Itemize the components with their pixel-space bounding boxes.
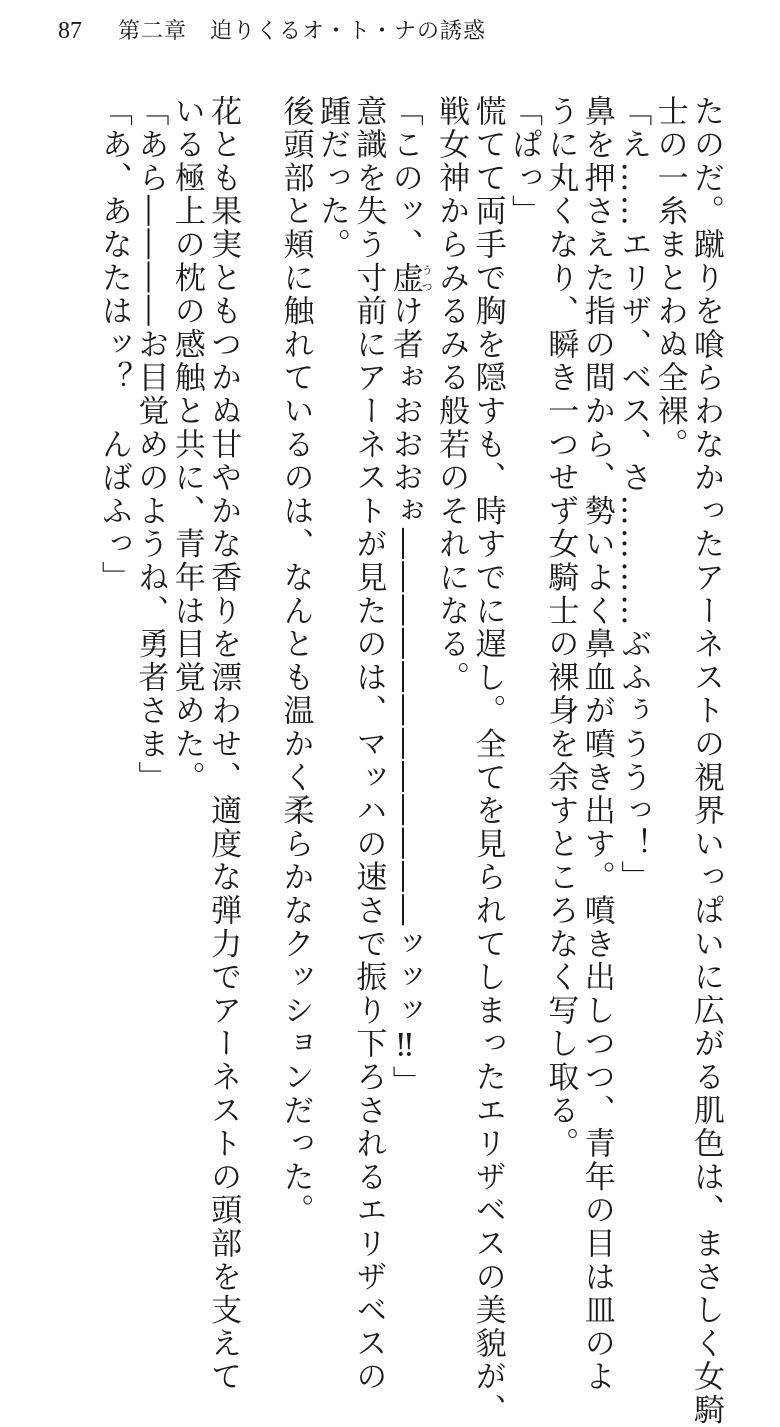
dialogue-part: け者ぉおおおぉ――――――――――――ッッッ‼」 [386,294,423,1100]
text-line: 花とも果実ともつかぬ甘やかな香りを漂わせ、適度な弾力でアーネストの頭部を支えて [205,95,242,1394]
page-header [58,14,486,44]
dialogue-line: 「あら――――お目覚めのようね、勇者さま」 [132,95,169,795]
page-number: 87 [58,18,82,44]
chapter-title: 第二章 迫りくるオ・ト・ナの誘惑 [118,19,487,44]
novel-body-text [44,95,724,1427]
text-line: 踵だった。 [313,95,350,262]
ruby-base: 虚 [386,261,423,295]
dialogue-line: 「え……エリザ、ベス、さ…………ぶふぅううっ！」 [615,95,652,895]
text-line: 戦女神からみるみる般若のそれになる。 [433,95,470,695]
dialogue-line: 「あ、あなたはッ？ んばふっ」 [95,95,132,595]
text-line: たのだ。蹴りを喰らわなかったアーネストの視界いっぱいに広がる肌色は、まさしく女騎 [688,95,724,1427]
text-line: 士の一糸まとわぬ全裸。 [651,95,688,462]
text-line: 意識を失う寸前にアーネストが見たのは、マッハの速さで振り下ろされるエリザベスの [350,95,387,1394]
dialogue-line [386,95,432,1185]
text-line: 鼻を押さえた指の間から、勢いよく鼻血が噴き出す。噴き出しつつ、青年の目は皿のよ [578,95,615,1394]
text-line: 後頭部と頬に触れているのは、なんとも温かく柔らかなクッションだった。 [277,95,314,1228]
text-line: いる極上の枕の感触と共に、青年は目覚めた。 [168,95,205,795]
ruby-annotated-word [386,261,434,295]
dialogue-part: 「このッ、 [386,95,423,262]
ruby-text: うつ [420,261,434,295]
text-line: うに丸くなり、瞬き一つせず女騎士の裸身を余すところなく写し取る。 [542,95,579,1161]
dialogue-line: 「ぱっ」 [505,95,542,229]
text-line: 慌てて両手で胸を隠すも、時すでに遅し。全てを見られてしまったエリザベスの美貌が、 [469,95,506,1427]
